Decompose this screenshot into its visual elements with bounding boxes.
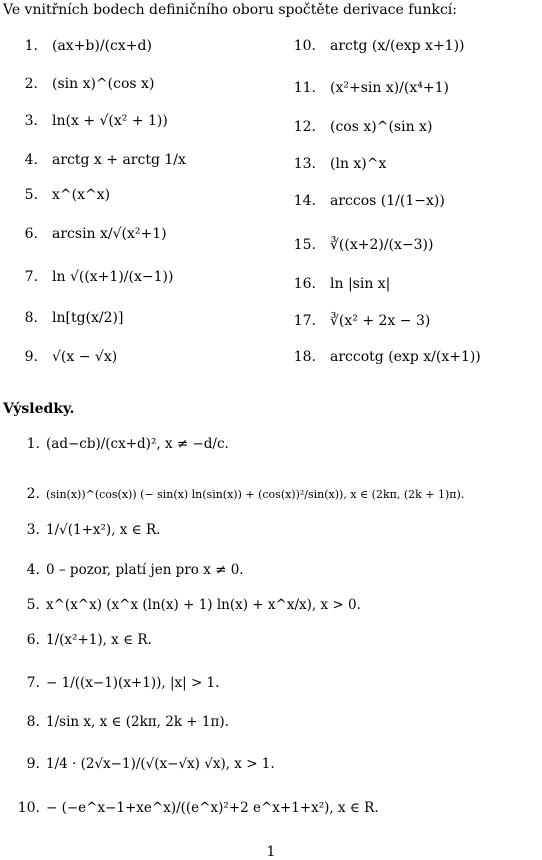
result-10 — [4, 800, 379, 816]
exercise-expression: ln |sin x| — [330, 276, 391, 292]
result-4 — [4, 562, 244, 578]
exercise-number: 7. — [24, 269, 38, 285]
exercise-number: 13. — [293, 156, 316, 172]
exercise-expression: (x²+sin x)/(x⁴+1) — [330, 80, 449, 96]
result-5 — [4, 597, 361, 613]
result-expression: − (−e^x−1+xe^x)/((e^x)²+2 e^x+1+x²), x ∈ R. — [46, 800, 379, 816]
exercise-expression: ∛(x² + 2x − 3) — [330, 313, 431, 329]
exercise-number: 15. — [293, 237, 316, 253]
page-number: 1 — [266, 844, 276, 860]
exercise-number: 5. — [24, 187, 38, 203]
result-6 — [4, 632, 152, 648]
exercise-number: 2. — [24, 76, 38, 92]
result-9 — [4, 756, 275, 772]
result-expression: x^(x^x) (x^x (ln(x) + 1) ln(x) + x^x/x), x > 0. — [46, 597, 361, 613]
exercise-number: 8. — [24, 310, 38, 326]
exercise-expression: x^(x^x) — [52, 187, 111, 203]
exercise-number: 16. — [293, 276, 316, 292]
exercise-number: 14. — [293, 193, 316, 209]
result-8 — [4, 714, 229, 730]
result-expression: 0 – pozor, platí jen pro x ≠ 0. — [46, 562, 244, 578]
exercise-expression: ln √((x+1)/(x−1)) — [52, 269, 174, 285]
result-number: 2. — [26, 486, 40, 502]
result-expression: 1/sin x, x ∈ (2kπ, 2k + 1π). — [46, 714, 229, 730]
result-number: 6. — [26, 632, 40, 648]
exercise-number: 12. — [293, 119, 316, 135]
exercise-expression: arcsin x/√(x²+1) — [52, 226, 167, 242]
exercise-expression: (ax+b)/(cx+d) — [52, 38, 152, 54]
exercise-number: 18. — [293, 349, 316, 365]
exercise-number: 4. — [24, 152, 38, 168]
result-expression: 1/√(1+x²), x ∈ R. — [46, 522, 161, 538]
result-expression: (ad−cb)/(cx+d)², x ≠ −d/c. — [46, 436, 229, 452]
exercise-number: 10. — [293, 38, 316, 54]
result-number: 4. — [26, 562, 40, 578]
result-number: 5. — [26, 597, 40, 613]
result-number: 1. — [26, 436, 40, 452]
exercise-number: 9. — [24, 349, 38, 365]
exercise-expression: ln(x + √(x² + 1)) — [52, 113, 168, 129]
exercise-expression: √(x − √x) — [52, 349, 118, 365]
exercise-number: 6. — [24, 226, 38, 242]
exercise-expression: arccos (1/(1−x)) — [330, 193, 445, 209]
exercise-expression: arctg x + arctg 1/x — [52, 152, 186, 168]
result-1 — [4, 436, 229, 452]
exercise-number: 17. — [293, 313, 316, 329]
exercise-number: 11. — [293, 80, 316, 96]
result-number: 8. — [26, 714, 40, 730]
result-number: 9. — [26, 756, 40, 772]
result-expression: − 1/((x−1)(x+1)), |x| > 1. — [46, 675, 220, 691]
result-2 — [4, 486, 464, 502]
result-3 — [4, 522, 160, 538]
result-expression: 1/4 · (2√x−1)/(√(x−√x) √x), x > 1. — [46, 756, 275, 772]
result-expression: (sin(x))^(cos(x)) (− sin(x) ln(sin(x)) + (cos(x))²/sin(x)), x ∈ (2kπ, (2k + 1)π). — [46, 488, 465, 501]
result-expression: 1/(x²+1), x ∈ R. — [46, 632, 152, 648]
exercise-expression: (ln x)^x — [330, 156, 387, 172]
exercise-expression: ln[tg(x/2)] — [52, 310, 124, 326]
exercise-expression: ∛((x+2)/(x−3)) — [330, 237, 434, 253]
exercise-expression: (cos x)^(sin x) — [330, 119, 433, 135]
results-heading: Výsledky. — [3, 401, 75, 417]
exercise-expression: (sin x)^(cos x) — [52, 76, 155, 92]
exercise-expression: arccotg (exp x/(x+1)) — [330, 349, 481, 365]
result-number: 10. — [17, 800, 40, 816]
exercise-number: 1. — [24, 38, 38, 54]
result-number: 7. — [26, 675, 40, 691]
exercise-expression: arctg (x/(exp x+1)) — [330, 38, 465, 54]
exercise-number: 3. — [24, 113, 38, 129]
result-7 — [4, 675, 219, 691]
intro-text: Ve vnitřních bodech definičního oboru spočtěte derivace funkcí: — [3, 2, 457, 18]
result-number: 3. — [26, 522, 40, 538]
